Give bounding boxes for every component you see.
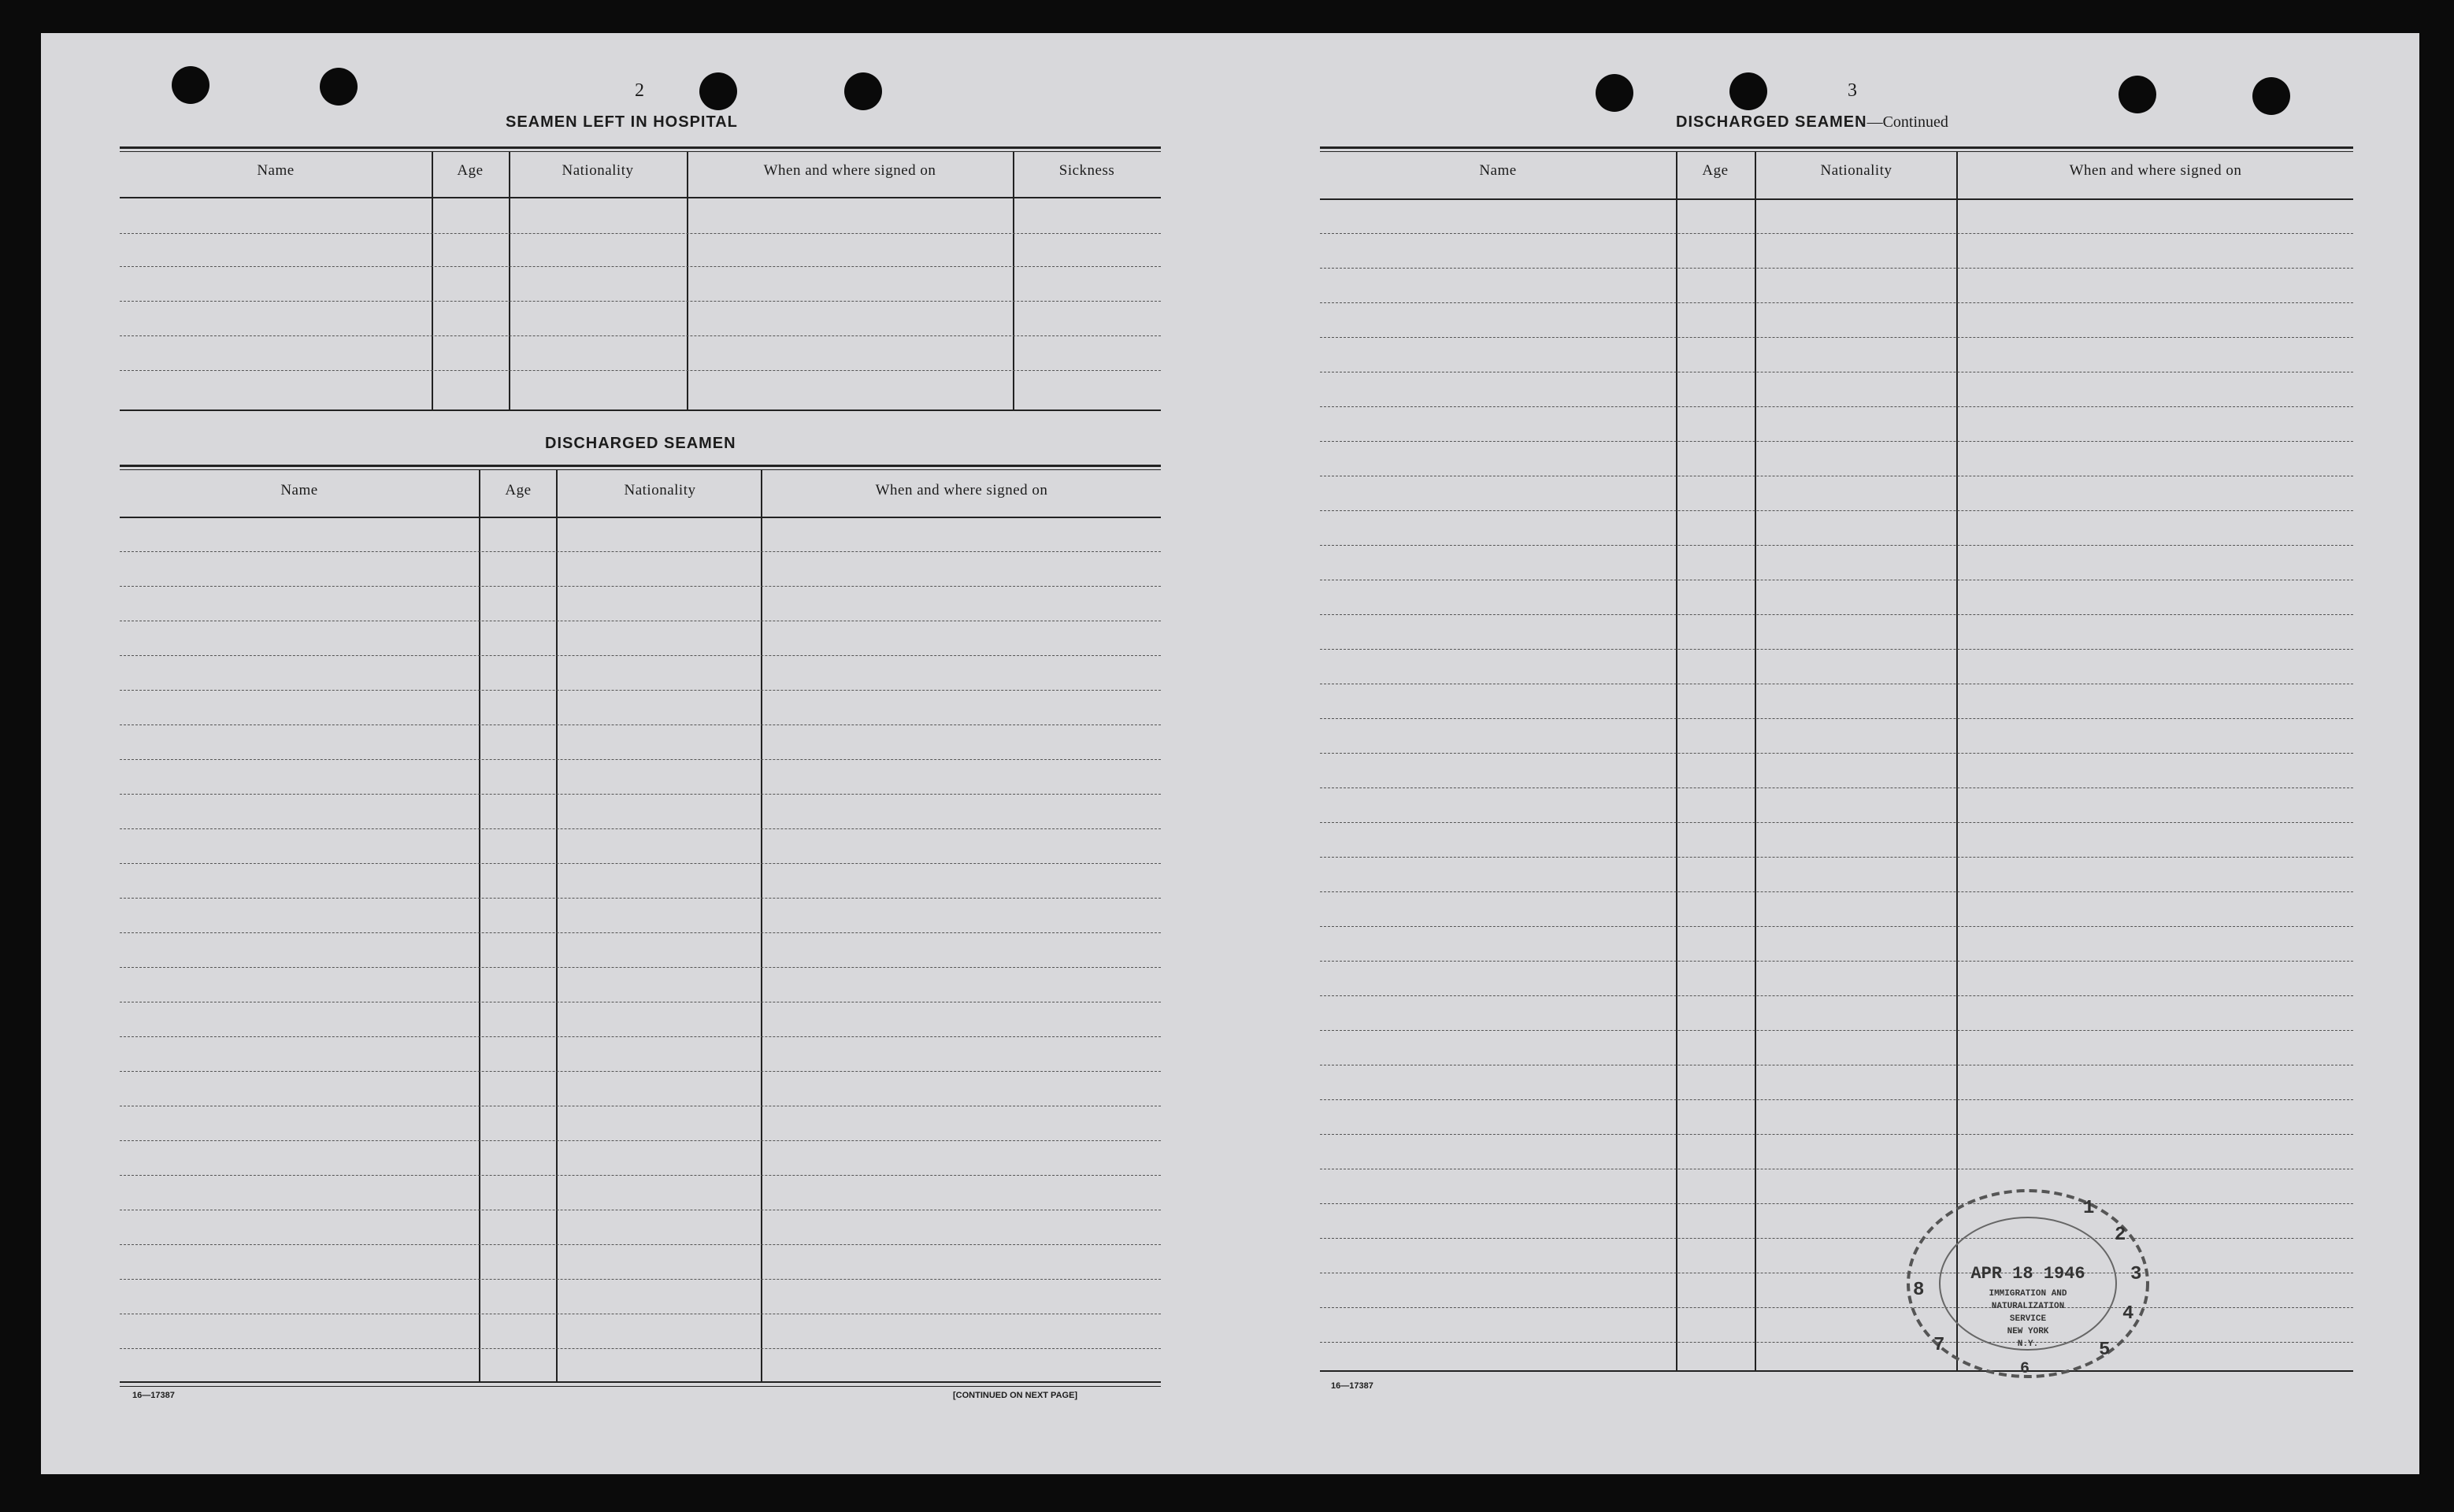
hospital-table (120, 146, 1161, 414)
table-row (1320, 753, 2353, 754)
table-row (120, 551, 1161, 552)
section-title-text: DISCHARGED SEAMEN (1676, 113, 1867, 131)
punch-hole (844, 72, 882, 110)
section-title-suffix: —Continued (1866, 113, 1948, 131)
stamp-ring-digit: 8 (1913, 1280, 1925, 1301)
table-row (120, 266, 1161, 267)
table-row (1320, 545, 2353, 546)
column-header-signed-on: When and where signed on (763, 162, 936, 179)
table-row (120, 759, 1161, 760)
table-row (1320, 1307, 2353, 1308)
column-header-age: Age (1702, 162, 1729, 179)
column-header-sickness: Sickness (1058, 162, 1115, 179)
punch-hole (320, 68, 358, 106)
table-row (1320, 1238, 2353, 1239)
stamp-ring-digit: 2 (2115, 1225, 2126, 1246)
table-row (120, 655, 1161, 656)
stamp-ring-digit: 5 (2099, 1340, 2111, 1361)
table-rule (120, 1386, 1161, 1387)
table-row (120, 724, 1161, 725)
punch-hole (699, 72, 737, 110)
header-rule (120, 197, 1161, 198)
table-row (1320, 891, 2353, 892)
table-row (1320, 302, 2353, 303)
column-divider (1676, 151, 1677, 1370)
table-row (120, 1244, 1161, 1245)
table-row (1320, 510, 2353, 511)
table-row (120, 1140, 1161, 1141)
table-row (1320, 995, 2353, 996)
table-row (120, 301, 1161, 302)
discharged-table (120, 465, 1161, 1390)
column-header-nationality: Nationality (1820, 162, 1892, 179)
table-row (1320, 337, 2353, 338)
column-divider (556, 469, 558, 1383)
table-row (120, 794, 1161, 795)
table-row (120, 233, 1161, 234)
table-rule (120, 469, 1161, 470)
table-row (1320, 614, 2353, 615)
column-header-age: Age (457, 162, 484, 179)
table-row (120, 370, 1161, 371)
stamp-ring-digit: 6 (2020, 1360, 2030, 1378)
table-rule (120, 1381, 1161, 1383)
form-number: 16—17387 (132, 1391, 175, 1400)
stamp-line: N.Y. (2017, 1340, 2039, 1349)
table-row (120, 1279, 1161, 1280)
page-number: 3 (1848, 80, 1857, 101)
table-row (1320, 233, 2353, 234)
stamp-date: APR 18 1946 (1970, 1264, 2085, 1284)
header-rule (1320, 198, 2353, 200)
column-header-name: Name (1479, 162, 1517, 179)
table-rule (120, 146, 1161, 149)
punch-hole (2119, 76, 2156, 113)
column-divider (1755, 151, 1756, 1370)
table-row (120, 586, 1161, 587)
punch-hole (172, 66, 209, 104)
table-row (1320, 857, 2353, 858)
column-header-age: Age (505, 482, 532, 498)
column-header-nationality: Nationality (624, 482, 696, 498)
column-header-nationality: Nationality (562, 162, 634, 179)
table-row (120, 828, 1161, 829)
table-row (1320, 1134, 2353, 1135)
stamp-line: NATURALIZATION (1991, 1302, 2065, 1311)
stamp-ring-digit: 1 (2083, 1198, 2095, 1219)
table-row (1320, 822, 2353, 823)
column-header-signed-on: When and where signed on (2069, 162, 2242, 179)
stamp-ring-digit: 4 (2122, 1303, 2134, 1325)
column-header-name: Name (257, 162, 295, 179)
table-rule (120, 465, 1161, 467)
table-rule (120, 410, 1161, 411)
stamp-ring-digit: 3 (2130, 1264, 2142, 1285)
date-stamp (1902, 1185, 2154, 1382)
table-rule (120, 151, 1161, 152)
column-divider (687, 151, 688, 411)
column-divider (1013, 151, 1014, 411)
table-row (1320, 441, 2353, 442)
table-row (1320, 961, 2353, 962)
column-divider (479, 469, 480, 1383)
table-row (1320, 649, 2353, 650)
column-divider (432, 151, 433, 411)
stamp-line: NEW YORK (2007, 1327, 2049, 1336)
table-row (1320, 1203, 2353, 1204)
table-row (1320, 1342, 2353, 1343)
punch-hole (2252, 77, 2290, 115)
table-row (120, 863, 1161, 864)
table-row (1320, 406, 2353, 407)
column-divider (761, 469, 762, 1383)
column-divider (509, 151, 510, 411)
stamp-line: IMMIGRATION AND (1989, 1289, 2067, 1299)
stamp-ring-digit: 7 (1933, 1335, 1945, 1356)
table-row (120, 967, 1161, 968)
column-header-signed-on: When and where signed on (875, 482, 1048, 498)
punch-hole (1596, 74, 1633, 112)
table-row (120, 1036, 1161, 1037)
table-row (1320, 1030, 2353, 1031)
table-row (120, 690, 1161, 691)
table-row (1320, 718, 2353, 719)
table-row (1320, 1099, 2353, 1100)
column-header-name: Name (280, 482, 318, 498)
section-title-discharged: DISCHARGED SEAMEN (545, 435, 736, 452)
table-row (120, 1348, 1161, 1349)
table-row (120, 1175, 1161, 1176)
table-row (1320, 926, 2353, 927)
table-rule (1320, 1370, 2353, 1372)
continued-note: [CONTINUED ON NEXT PAGE] (953, 1391, 1078, 1400)
punch-hole (1729, 72, 1767, 110)
header-rule (120, 517, 1161, 518)
table-row (120, 335, 1161, 336)
table-row (120, 1071, 1161, 1072)
discharged-continued-table (1320, 146, 2353, 1375)
table-row (120, 932, 1161, 933)
form-number: 16—17387 (1331, 1381, 1373, 1391)
section-title-hospital: SEAMEN LEFT IN HOSPITAL (506, 113, 738, 131)
table-rule (1320, 151, 2353, 152)
table-row (120, 898, 1161, 899)
table-rule (1320, 146, 2353, 149)
section-title-discharged-continued (1676, 113, 1948, 132)
page-number: 2 (635, 80, 644, 101)
table-row (1320, 268, 2353, 269)
stamp-line: SERVICE (2009, 1314, 2047, 1324)
